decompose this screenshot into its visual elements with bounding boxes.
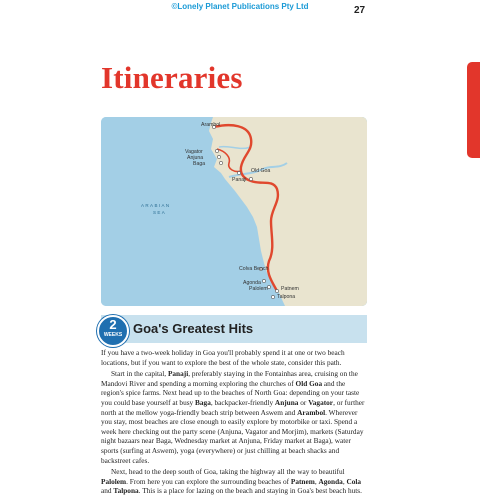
map-label-vagator: Vagator [185,149,203,155]
map-label-palolem: Palolem [249,286,268,292]
map-label-old-goa: Old Goa [251,168,271,174]
itinerary-text [101,348,369,498]
itinerary-map [101,117,367,306]
duration-badge [97,315,129,347]
map-graphic [101,117,367,306]
page-number: 27 [354,5,366,16]
map-label-colva-beach: Colva Beach [239,266,269,272]
route-title: Goa's Greatest Hits [133,321,254,336]
map-label-agonda: Agonda [243,280,261,286]
map-label-patnem: Patnem [281,286,299,292]
duration-number: 2 [109,317,117,332]
map-label-panaji: Panaji [232,177,247,183]
page-title: Itineraries [101,60,243,95]
intro-paragraph: If you have a two-week holiday in Goa you'll probably spend it at one or two beach locations, but if you want to explore the best of the whole state, consider this path. [101,348,345,367]
sea-label-line1: ARABIAN [141,203,171,208]
sea-label-line2: SEA [153,210,167,215]
map-label-baga: Baga [193,161,206,167]
chapter-edge-tab [467,62,480,158]
map-label-arambol: Arambol [201,122,221,128]
duration-unit: WEEKS [103,332,123,338]
copyright-notice: ©Lonely Planet Publications Pty Ltd [171,2,309,11]
south-goa-paragraph: Next, head to the deep south of Goa, taking the highway all the way to beautiful Palolem. From here you can explore the surrounding beaches of Patnem, Agonda, Cola and Talpona. This is a place for lazing on the beach and staying in Goa's best beach huts. [101,467,362,496]
map-label-anjuna: Anjuna [187,155,204,161]
map-label-talpona: Talpona [277,294,296,300]
north-goa-paragraph: Start in the capital, Panaji, preferably staying in the Fontainhas area, cruising on the Mandovi River and spending a morning exploring the churches of Old Goa and the region's spice farms. Next head up to the beaches of North Goa: depending on your taste you could base yourself at busy Baga, backpacker-friendly Anjuna or Vagator, or further north at the mellow yoga-friendly beach strip between Aswem and Arambol. Wherever you stay, most beaches are close enough to easily explore by motorbike or taxi. Spend a week here checking out the party scene (Anjuna, Vagator and Morjim), markets (Saturday night bazaars near Baga, Wednesday market at Anjuna, Friday market at Baga), water sports (surfing at Aswem), yoga (everywhere) or just chilling at beach shacks and backstreet cafes. [101,369,365,465]
